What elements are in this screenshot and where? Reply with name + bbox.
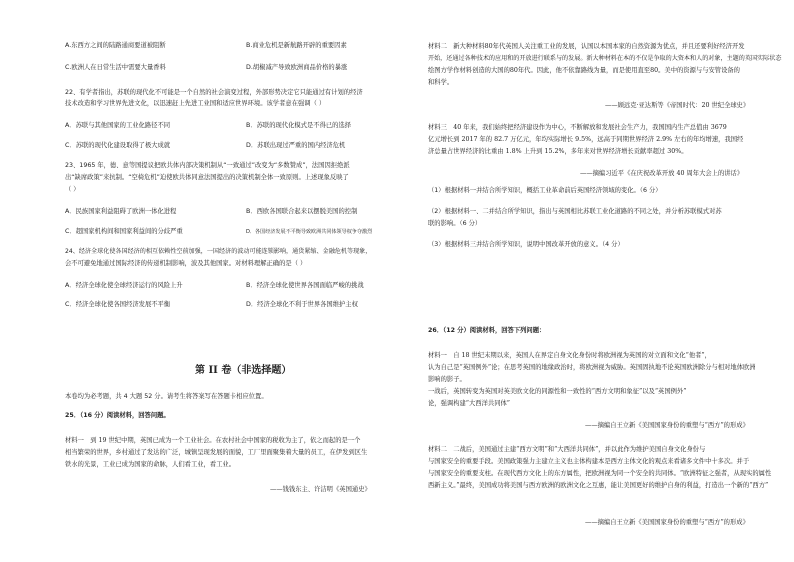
q25-stem: 25．（16 分）阅读材料，回答问题。	[65, 412, 170, 419]
section-2-note: 本卷均为必考题，共 4 大题 52 分。请考生将答案写在答题卡相应位置。	[65, 393, 268, 400]
q24-option-b: B．经济全球化使世界各国面临严峻的挑战	[246, 282, 364, 289]
q23-option-b: B．西欧各国联合起来以摆脱美国的控制	[246, 208, 358, 215]
q25-sub-2: （2）根据材料一、二并结合所学知识，指出与英国相比苏联工业化道路的不同之处，并分析苏联模式对苏	[428, 208, 722, 215]
q26-stem: 26．（12 分）阅读材料，回答下列问题：	[428, 327, 546, 334]
q24-option-d: D．经济全球化不利于世界各国维护主权	[246, 301, 358, 308]
q22-option-c: C．苏联的现代化建设取得了极大成就	[65, 142, 171, 149]
material-3: 材料三 40 年来，我们始终把经济建设作为中心，不断解放和发展社会生产力，我国国内生产总值由 3679	[428, 124, 727, 131]
material-2-3: 绘图方学作材料创造的大国的80年代。因此，他不依靠路线为量，而是使用直至80。美中的资源与与安管设备的	[428, 67, 740, 74]
section-2-title: 第 II 卷（非选择题）	[195, 365, 292, 376]
q21-option-a: A.东西方之间的陆路通商要道被阻断	[65, 42, 166, 49]
q26-material-1-source: ——摘编自王立新《美国国家身份的重塑与“西方”的形成》	[585, 422, 749, 429]
q26-material-1-5: 论，强调构建“大西洋共同体”	[428, 400, 511, 407]
q25-sub-2-2: 联的影响。（6 分）	[428, 220, 482, 227]
q26-material-2-3: 与国家安全的重要支柱。在现代西方文化上的东方属性，把欧洲视为同一个安全的共同体。“欧洲特征之强者，从现实的属性	[428, 470, 772, 477]
q26-material-2-4: 西新主义。”最终，美国成功将美国与西方欧洲的欧洲文化之互惠，能让美国更好的维护自身的利益，打造出一个新的“西方”	[428, 482, 769, 489]
q26-material-2: 材料二 二战后，美国通过主建“西方文明”和“大西洋共同体”，并以此作为维护美国自身文化身份与	[428, 446, 706, 453]
material-2-4: 和科学。	[428, 79, 454, 86]
q23-stem-3: （ ）	[65, 186, 80, 193]
left-column	[0, 0, 380, 562]
q23-stem: 23、1965 年，德、意等国提议把欧共体内部决策机制从“一致通过”改变为“多数赞成”，法国因拒绝派	[65, 162, 350, 169]
q25-material-1: 材料一 到 19 世纪中期，英国已成为一个工业社会。在农村社会中国家的税收为主了，依之而起的是一个	[65, 437, 361, 444]
q26-material-1: 材料一 自 18 世纪末期以来，英国人在界定自身文化身份时将欧洲视为英国的对立面和文化“他者”，	[428, 352, 711, 359]
q22-stem: 22、有学者指出，苏联的现代化不可能是一个自然的社会演变过程，外部形势决定它只能通过有计划的经济	[65, 89, 363, 96]
q24-option-c: C．经济全球化使各国经济发展不平衡	[65, 301, 171, 308]
material-2-source: ——顾远克·亚达斯等《帝国时代：20 世纪全球史》	[605, 102, 750, 109]
right-column	[410, 0, 790, 562]
q23-stem-2: 出“缺席政策”来抗制。“空椅危机”迫使欧共体同意法国提出的决策机制全体一致原则。上述现象反映了	[65, 174, 349, 181]
q22-stem-2: 技术改造和学习世界先进文化，以迅速赶上先进工业国和适应世界环境。该学者意在强调（ ）	[65, 100, 326, 107]
q25-source: ——钱钱东主、许洁明《英国通史》	[270, 486, 371, 493]
q21-option-d: D.胡椒减产导致欧洲商品价格的暴涨	[246, 64, 348, 71]
q23-option-a: A．民族国家利益阻碍了欧洲一体化进程	[65, 208, 177, 215]
q26-material-1-4: 一战后，英国转变为英国对英美欧文化的同源性和一致性的“西方文明和象征”以及“英国例外”	[428, 388, 687, 395]
q24-stem: 24、经济全球化使各国经济的相互依赖性空前加强，一国经济的波动可能连锁影响，通货紧缩、金融危机等现象，	[65, 248, 372, 255]
q23-option-d: D．各国经济发展不平衡导致欧洲共同体领导权争夺激烈	[246, 229, 373, 235]
q25-material-1-2: 相当繁荣的世界，乡村通过了发达的广泛，城镇呈现发展的面貌，工厂里面聚集着大量的员工，在伊发到区生	[65, 449, 368, 456]
material-3-2: 亿元增长到 2017 年的 82.7 万亿元，年均实际增长 9.5%，远高于同期世界经济 2.9% 左右的年均增速，我国经	[428, 136, 744, 143]
q26-material-2-source: ——摘编自王立新《美国国家身份的重塑与“西方”的形成》	[585, 519, 749, 526]
q21-option-b: B.商业危机是新航路开辟的重要因素	[246, 42, 347, 49]
q25-sub-1: （1）根据材料一并结合所学知识，概括工业革命前后英国经济领域的变化。（6 分）	[428, 187, 662, 194]
material-3-3: 济总量占世界经济的比重由 1.8% 上升到 15.2%，多年来对世界经济增长贡献率超过 30%。	[428, 148, 688, 155]
material-2: 材料二 新大种材料80年代英国人关注重工业的发展，认国以本国本家的自然资源为优点，并且还要利好经济开发	[428, 43, 745, 50]
q21-option-c: C.欧洲人在日常生活中需要大量香料	[65, 64, 166, 71]
q26-material-1-3: 影响的影子。	[428, 376, 466, 383]
material-2-2: 开始，还通过各种技术的应用和的开放进行联系与的发展。新大种材料在本的不仅是争取的大资本和人的对象，主题的英国实际状态	[428, 55, 782, 62]
q26-material-2-2: 与国家安全的重要手段。美国政策强力主建立主义也主体构建本是西方主体文化的观点来看诸多文件中十多次。并于	[428, 458, 750, 465]
q24-option-a: A．经济全球化使全球经济运行的风险上升	[65, 282, 183, 289]
q26-material-1-2: 认为自己是“英国例外”论；在思考英国的地缘政治时，将欧洲视为威胁。英国固执地不论英国欧洲除分与相对地体欧洲	[428, 364, 756, 371]
q24-stem-2: 会不可避免地通过国际经济的传递机制影响，波及其他国家。对材料理解正确的是（ ）	[65, 260, 307, 267]
q22-option-b: B．苏联的现代化模式是不得已的选择	[246, 122, 352, 129]
q25-material-1-3: 铁水的光景，工业已成为国家的命脉，人们看工业，看工业。	[65, 461, 236, 468]
material-3-source: ——摘编习近平《在庆祝改革开放 40 周年大会上的讲话》	[580, 170, 744, 177]
q23-option-c: C．超国家机构间和国家利益间的分歧严重	[65, 228, 183, 235]
q22-option-a: A．苏联与其他国家的工业化路径不同	[65, 122, 171, 129]
q25-sub-3: （3）根据材料三并结合所学知识，说明中国改革开放的意义。（4 分）	[428, 241, 624, 248]
q22-option-d: D．苏联出现过严重的国内经济危机	[246, 142, 346, 149]
